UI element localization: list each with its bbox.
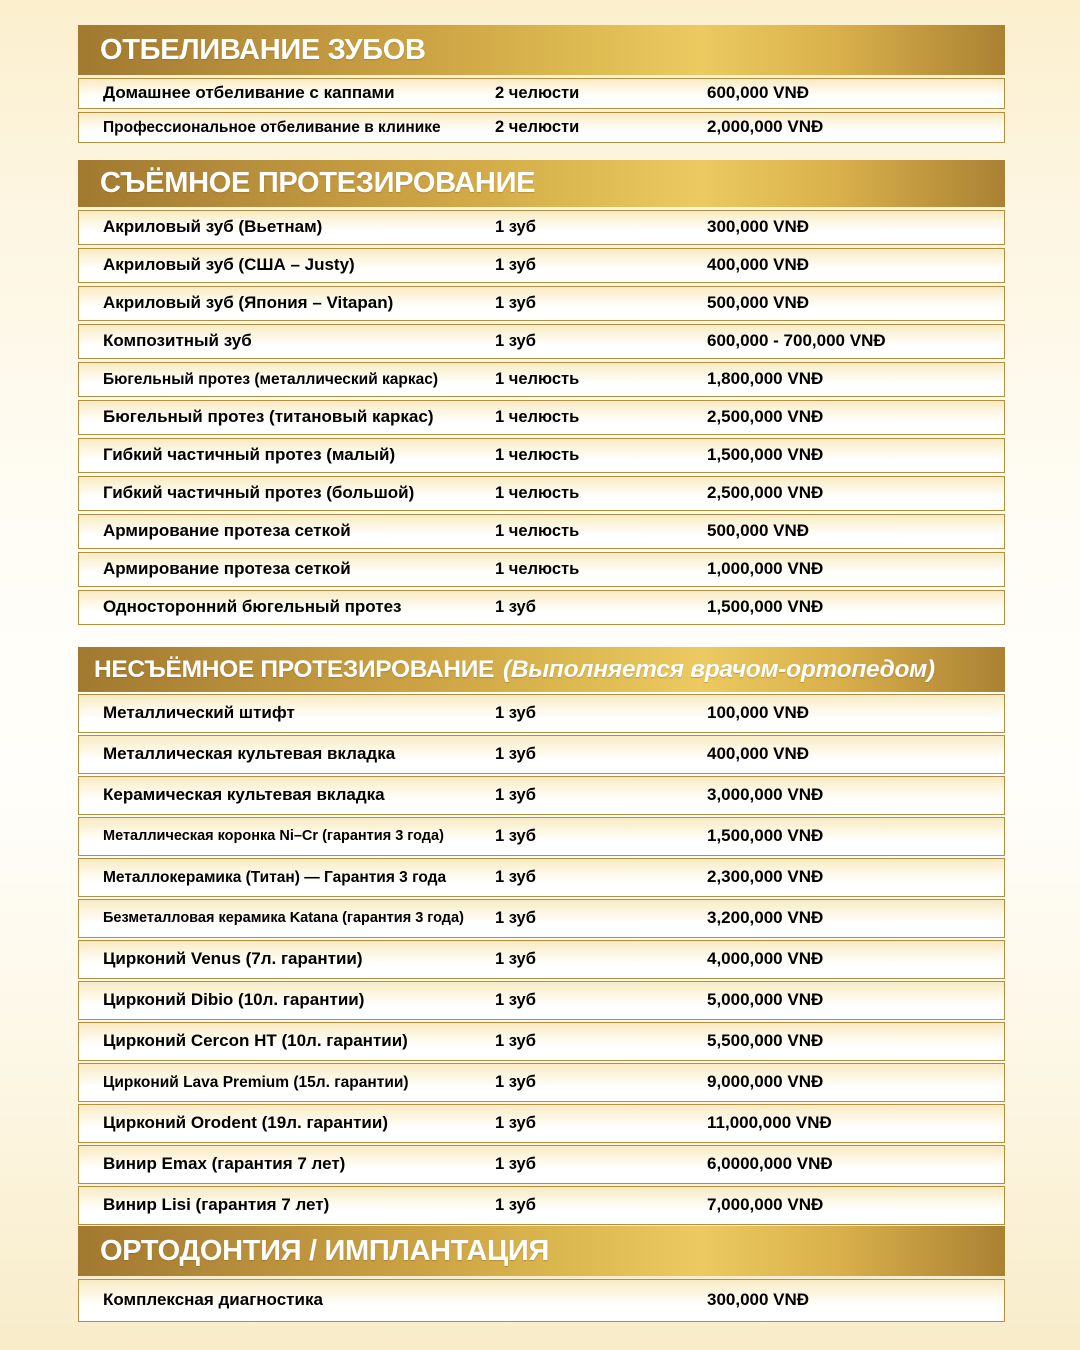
service-name-cell: Комплексная диагностика: [103, 1290, 323, 1310]
table-row: [78, 1104, 1005, 1143]
price-cell: 100,000 VNĐ: [707, 703, 810, 723]
unit-cell: 1 зуб: [495, 1196, 536, 1215]
unit-cell: 1 челюсть: [495, 484, 580, 503]
unit-cell: 1 зуб: [495, 745, 536, 764]
price-cell: 4,000,000 VNĐ: [707, 949, 824, 969]
price-cell: 7,000,000 VNĐ: [707, 1195, 824, 1215]
service-name-cell: Армирование протеза сеткой: [103, 521, 351, 541]
unit-cell: 1 челюсть: [495, 446, 580, 465]
table-row: [78, 514, 1005, 549]
service-name-cell: Акриловый зуб (США – Justy): [103, 255, 355, 275]
service-name-cell: Винир Emax (гарантия 7 лет): [103, 1154, 346, 1174]
service-name-cell: Цирконий Venus (7л. гарантии): [103, 949, 363, 969]
price-cell: 500,000 VNĐ: [707, 521, 810, 541]
unit-cell: 1 зуб: [495, 1073, 536, 1092]
section-header: [78, 160, 1005, 207]
service-name-cell: Бюгельный протез (металлический каркас): [103, 370, 439, 388]
unit-cell: 1 зуб: [495, 909, 536, 928]
table-row: [78, 438, 1005, 473]
table-row: [78, 210, 1005, 245]
table-row: [78, 286, 1005, 321]
service-name-cell: Композитный зуб: [103, 331, 252, 351]
section-title: ОРТОДОНТИЯ / ИМПЛАНТАЦИЯ: [100, 1234, 549, 1267]
unit-cell: 1 зуб: [495, 991, 536, 1010]
service-name-cell: Металлический штифт: [103, 703, 295, 723]
service-name-cell: Акриловый зуб (Вьетнам): [103, 217, 323, 237]
table-row: [78, 1022, 1005, 1061]
price-cell: 2,300,000 VNĐ: [707, 867, 824, 887]
service-name-cell: Гибкий частичный протез (малый): [103, 445, 396, 465]
table-row: [78, 694, 1005, 733]
price-section-removable: [78, 160, 1005, 625]
price-cell: 300,000 VNĐ: [707, 217, 810, 237]
price-cell: 1,000,000 VNĐ: [707, 559, 824, 579]
price-cell: 3,000,000 VNĐ: [707, 785, 824, 805]
table-row: [78, 1186, 1005, 1225]
price-cell: 1,500,000 VNĐ: [707, 445, 824, 465]
table-row: [78, 552, 1005, 587]
service-name-cell: Металлокерамика (Титан) — Гарантия 3 года: [103, 868, 447, 886]
unit-cell: 1 челюсть: [495, 408, 580, 427]
unit-cell: 2 челюсти: [495, 84, 580, 103]
unit-cell: 1 зуб: [495, 1032, 536, 1051]
unit-cell: 1 зуб: [495, 704, 536, 723]
table-row: [78, 112, 1005, 143]
price-table: [78, 25, 1005, 1322]
unit-cell: 1 челюсть: [495, 560, 580, 579]
unit-cell: 1 зуб: [495, 332, 536, 351]
table-row: [78, 735, 1005, 774]
section-rows: [78, 210, 1005, 625]
price-section-fixed: [78, 647, 1005, 1225]
unit-cell: 1 зуб: [495, 256, 536, 275]
unit-cell: 1 челюсть: [495, 370, 580, 389]
unit-cell: 1 зуб: [495, 598, 536, 617]
price-cell: 5,000,000 VNĐ: [707, 990, 824, 1010]
service-name-cell: Армирование протеза сеткой: [103, 559, 351, 579]
section-title: СЪЁМНОЕ ПРОТЕЗИРОВАНИЕ: [100, 167, 536, 199]
unit-cell: 1 зуб: [495, 1155, 536, 1174]
table-row: [78, 324, 1005, 359]
table-row: [78, 776, 1005, 815]
unit-cell: 1 зуб: [495, 294, 536, 313]
table-row: [78, 400, 1005, 435]
service-name-cell: Односторонний бюгельный протез: [103, 597, 402, 617]
section-rows: [78, 694, 1005, 1225]
table-row: [78, 858, 1005, 897]
price-cell: 2,000,000 VNĐ: [707, 117, 824, 137]
table-row: [78, 78, 1005, 109]
price-cell: 1,500,000 VNĐ: [707, 826, 824, 846]
unit-cell: 1 зуб: [495, 218, 536, 237]
table-row: [78, 1063, 1005, 1102]
service-name-cell: Винир Lisi (гарантия 7 лет): [103, 1195, 330, 1215]
section-header: [78, 1226, 1005, 1276]
price-cell: 5,500,000 VNĐ: [707, 1031, 824, 1051]
price-cell: 1,800,000 VNĐ: [707, 369, 824, 389]
table-row: [78, 1145, 1005, 1184]
price-cell: 9,000,000 VNĐ: [707, 1072, 824, 1092]
table-row: [78, 590, 1005, 625]
service-name-cell: Металлическая культевая вкладка: [103, 744, 396, 764]
price-cell: 11,000,000 VNĐ: [707, 1113, 832, 1133]
price-cell: 300,000 VNĐ: [707, 1290, 810, 1310]
price-section-ortho: [78, 1226, 1005, 1322]
section-title-note: (Выполняется врачом-ортопедом): [503, 655, 935, 683]
service-name-cell: Цирконий Dibio (10л. гарантии): [103, 990, 365, 1010]
table-row: [78, 248, 1005, 283]
price-section-whitening: [78, 25, 1005, 143]
unit-cell: 1 зуб: [495, 950, 536, 969]
section-rows: [78, 1279, 1005, 1322]
table-row: [78, 1279, 1005, 1322]
section-title: ОТБЕЛИВАНИЕ ЗУБОВ: [100, 33, 426, 66]
table-row: [78, 476, 1005, 511]
price-cell: 3,200,000 VNĐ: [707, 908, 824, 928]
price-cell: 400,000 VNĐ: [707, 255, 810, 275]
price-cell: 2,500,000 VNĐ: [707, 483, 824, 503]
service-name-cell: Профессиональное отбеливание в клинике: [103, 118, 441, 136]
section-header: [78, 25, 1005, 75]
unit-cell: 1 челюсть: [495, 522, 580, 541]
service-name-cell: Цирконий Lava Premium (15л. гарантии): [103, 1073, 409, 1091]
service-name-cell: Металлическая коронка Ni–Cr (гарантия 3 года): [103, 827, 444, 844]
section-title: НЕСЪЁМНОЕ ПРОТЕЗИРОВАНИЕ: [94, 655, 495, 683]
table-row: [78, 940, 1005, 979]
unit-cell: 1 зуб: [495, 786, 536, 805]
table-row: [78, 981, 1005, 1020]
unit-cell: 1 зуб: [495, 868, 536, 887]
service-name-cell: Цирконий Cercon HT (10л. гарантии): [103, 1031, 408, 1051]
unit-cell: 2 челюсти: [495, 118, 580, 137]
unit-cell: 1 зуб: [495, 1114, 536, 1133]
price-cell: 600,000 VNĐ: [707, 83, 810, 103]
table-row: [78, 817, 1005, 856]
price-cell: 2,500,000 VNĐ: [707, 407, 824, 427]
section-header: [78, 647, 1005, 692]
service-name-cell: Керамическая культевая вкладка: [103, 785, 385, 805]
price-cell: 1,500,000 VNĐ: [707, 597, 824, 617]
unit-cell: 1 зуб: [495, 827, 536, 846]
price-cell: 400,000 VNĐ: [707, 744, 810, 764]
price-cell: 500,000 VNĐ: [707, 293, 810, 313]
price-cell: 6,0000,000 VNĐ: [707, 1154, 833, 1174]
section-rows: [78, 78, 1005, 143]
service-name-cell: Акриловый зуб (Япония – Vitapan): [103, 293, 394, 313]
service-name-cell: Бюгельный протез (титановый каркас): [103, 407, 434, 427]
service-name-cell: Безметалловая керамика Katana (гарантия 3 года): [103, 909, 464, 926]
service-name-cell: Домашнее отбеливание с каппами: [103, 83, 395, 103]
price-cell: 600,000 - 700,000 VNĐ: [707, 331, 886, 351]
table-row: [78, 362, 1005, 397]
service-name-cell: Цирконий Orodent (19л. гарантии): [103, 1113, 388, 1133]
table-row: [78, 899, 1005, 938]
service-name-cell: Гибкий частичный протез (большой): [103, 483, 415, 503]
